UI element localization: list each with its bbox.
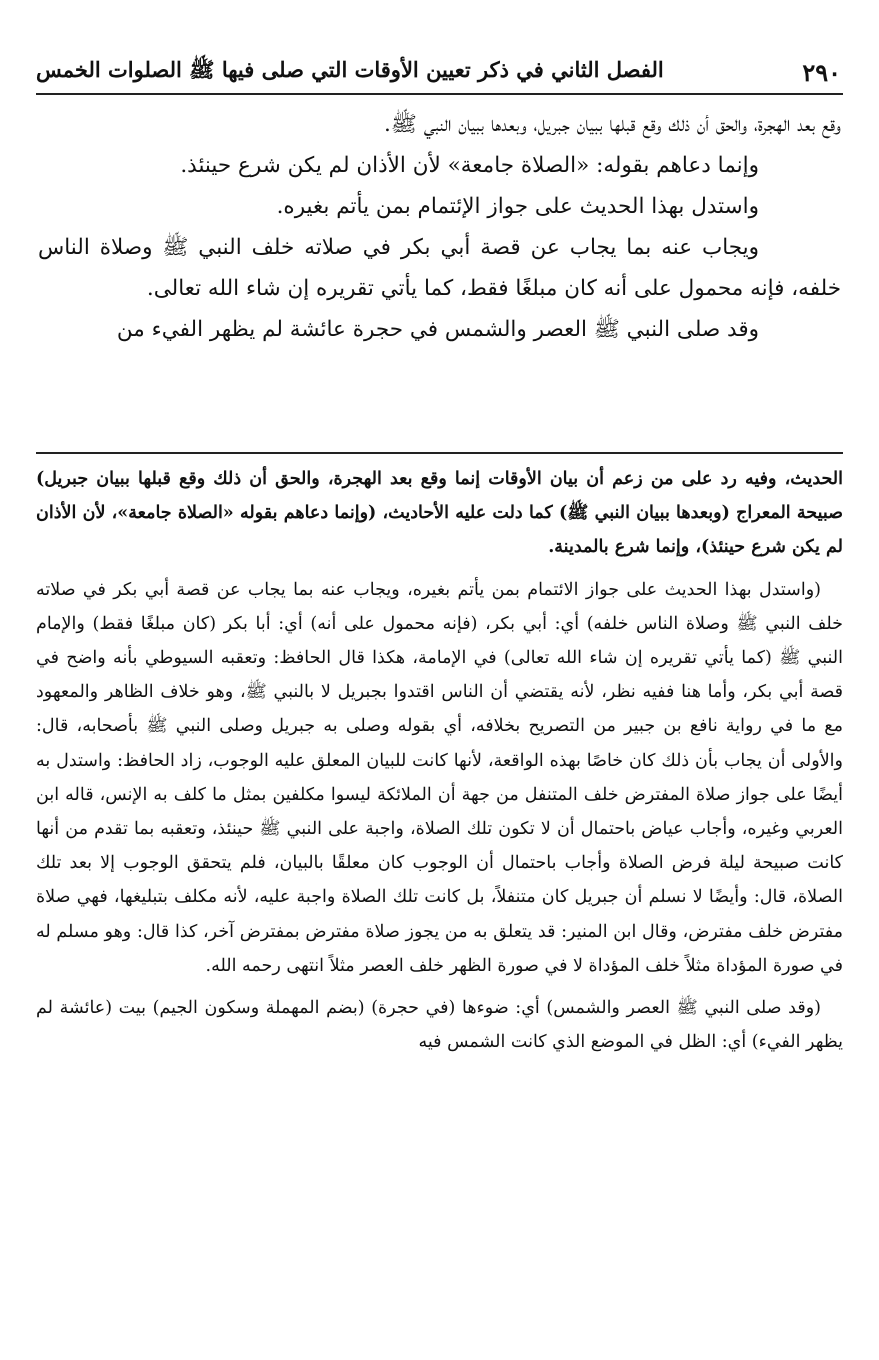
matn-paragraph: واستدل بهذا الحديث على جواز الإئتمام بمن يأتم بغيره.: [276, 194, 759, 219]
matn-paragraph: وقع بعد الهجرة، والحق أن ذلك وقع قبلها ببيان جبريل، وبعدها ببيان النبي ﷺ.: [384, 112, 841, 137]
commentary-paragraph: (واستدل بهذا الحديث على جواز الائتمام بمن يأتم بغيره، ويجاب عنه بما يجاب عن قصة أبي بكر في صلاته خلف النبي ﷺ وصلاة الناس خلفه) أي: أبي بكر، (فإنه محمول على أنه) أي: أبا بكر (كان مبلغًا فقط) والإمام النبي ﷺ (كما يأتي تقريره إن شاء الله تعالى) في الإمامة، هكذا قال الحافظ: وتعقبه السيوطي بأنه واضح في قصة أبي بكر، وأما هنا ففيه نظر، لأنه يقتضي أن الناس اقتدوا بجبريل لا بالنبي ﷺ، وهو خلاف الظاهر والمعهود مع ما في رواية نافع بن جبير من التصريح بخلافه، أي بقوله وصلى به جبريل وصلى النبي ﷺ بأصحابه، قال: والأولى أن يجاب بأن ذلك كان خاصًا بهذه الواقعة، لأنها كانت للبيان المعلق عليه الوجوب، زاد الحافظ: واستدل به أيضًا على جواز صلاة المفترض خلف المتنفل من جهة أن الملائكة ليسوا مكلفين بمثل ما كلف به الإنس، قاله ابن العربي وغيره، وأجاب عياض باحتمال أن لا تكون تلك الصلاة، واجبة على النبي ﷺ حينئذ، وتعقبه بما تقدم من أنها كانت صبيحة ليلة فرض الصلاة وأجاب باحتمال أن الوجوب كان معلقًا بالبيان، فلم يتحقق الوجوب إلا بعد تلك الصلاة، قال: وأيضًا لا نسلم أن جبريل كان متنفلاً، بل كانت تلك الصلاة واجبة عليه، لأنه مكلف بتبليغها، فهي صلاة مفترض خلف مفترض، وقال ابن المنير: قد يتعلق به من يجوز صلاة مفترض بمفترض آخر، كذا قال: وهو مسلم له في صورة المؤداة مثلاً خلف المؤداة لا في صورة الظهر خلف العصر مثلاً انتهى رحمه الله.: [36, 579, 843, 976]
commentary-paragraph: (وقد صلى النبي ﷺ العصر والشمس) أي: ضوءها (في حجرة) (بضم المهملة وسكون الجيم) بيت (عائشة لم يظهر الفيء) أي: الظل في الموضع الذي كانت الشمس فيه: [36, 998, 843, 1053]
matn-paragraph: وقد صلى النبي ﷺ العصر والشمس في حجرة عائشة لم يظهر الفيء من: [116, 317, 759, 342]
page-number: ٢٩٠: [802, 57, 841, 87]
commentary-paragraph: الحديث، وفيه رد على من زعم أن بيان الأوقات إنما وقع بعد الهجرة، والحق أن ذلك وقع قبلها ببيان جبريل) صبيحة المعراج (وبعدها ببيان النبي ﷺ) كما دلت عليه الأحاديث، (وإنما دعاهم بقوله «الصلاة جامعة»، لأن الأذان لم يكن شرع حينئذ)، وإنما شرع بالمدينة.: [36, 469, 843, 558]
main-text: [38, 104, 841, 350]
running-head-title: الفصل الثاني في ذكر تعيين الأوقات التي صلى فيها ﷺ الصلوات الخمس: [36, 56, 664, 82]
header-divider: [36, 93, 843, 95]
commentary-text: [36, 462, 843, 1059]
matn-paragraph: ويجاب عنه بما يجاب عن قصة أبي بكر في صلاته خلف النبي ﷺ وصلاة الناس خلفه، فإنه محمول على أنه كان مبلغًا فقط، كما يأتي تقريره إن شاء الله تعالى.: [38, 235, 841, 301]
commentary-divider: [36, 452, 843, 454]
matn-paragraph: وإنما دعاهم بقوله: «الصلاة جامعة» لأن الأذان لم يكن شرع حينئذ.: [180, 153, 759, 178]
page-header: [36, 52, 841, 92]
